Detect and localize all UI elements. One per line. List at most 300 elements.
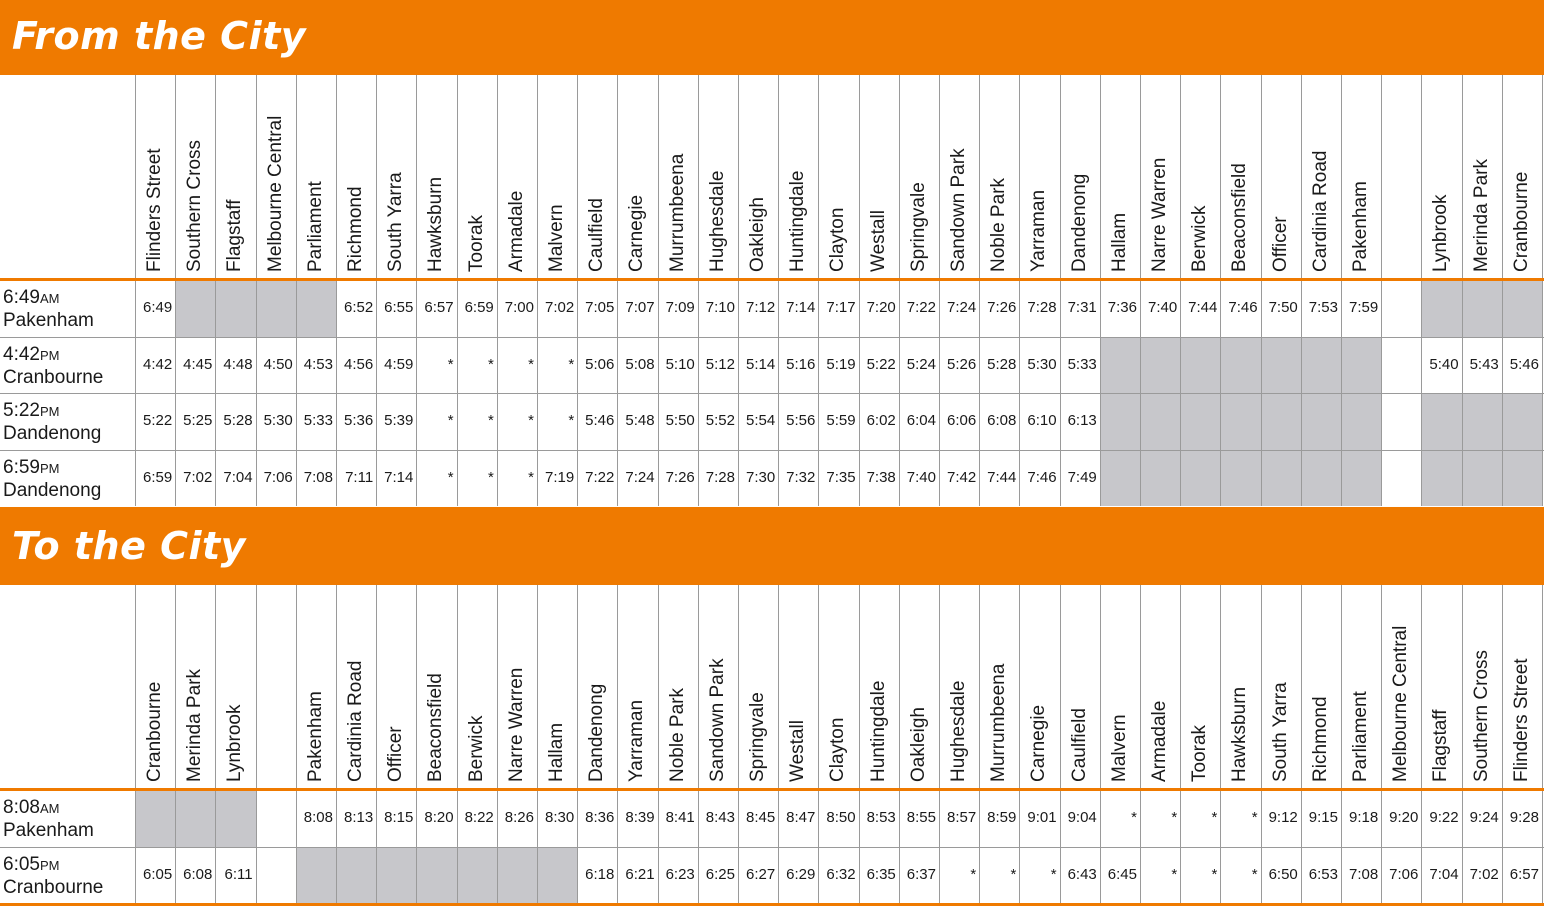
time-cell <box>658 790 698 847</box>
time-value: 5:22 <box>866 355 896 373</box>
time-cell <box>1301 847 1341 904</box>
time-value: 5:28 <box>987 355 1017 373</box>
time-value: 9:20 <box>1389 809 1419 826</box>
time-cell <box>1019 790 1059 847</box>
time-value: 6:08 <box>987 412 1017 429</box>
no-service-cell <box>1180 393 1220 450</box>
column-divider <box>698 75 699 506</box>
no-service-cell <box>376 847 416 904</box>
station-header: Huntingdale <box>867 680 889 782</box>
column-divider <box>1341 75 1342 506</box>
time-value: 5:28 <box>223 412 253 429</box>
time-cell <box>537 790 577 847</box>
trip-ampm: PM <box>39 347 60 363</box>
station-header: Flinders Street <box>144 148 165 272</box>
time-cell <box>1060 280 1100 337</box>
time-value: 8:39 <box>625 809 655 826</box>
time-value: 9:24 <box>1469 809 1499 826</box>
time-cell <box>1140 847 1180 904</box>
time-cell <box>1341 790 1381 847</box>
trip-destination: Dandenong <box>3 479 102 501</box>
time-value: 7:10 <box>705 299 735 316</box>
time-value: 5:40 <box>1429 355 1459 373</box>
time-cell <box>738 790 778 847</box>
station-header: Hawksburn <box>425 176 447 272</box>
column-divider <box>979 585 980 903</box>
time-cell <box>778 280 818 337</box>
station-header: Yarraman <box>1028 189 1050 272</box>
time-value: * <box>1211 809 1218 826</box>
trip-destination: Pakenham <box>3 310 94 331</box>
time-value: 7:11 <box>345 468 374 486</box>
column-divider <box>215 75 216 506</box>
time-cell <box>1220 847 1260 904</box>
column-divider <box>537 585 538 903</box>
time-value: 7:50 <box>1268 299 1298 316</box>
trip-destination: Cranbourne <box>3 366 104 388</box>
time-cell <box>376 280 416 337</box>
column-divider <box>256 75 257 506</box>
column-divider <box>617 585 618 903</box>
station-header: Officer <box>1269 216 1291 272</box>
time-cell <box>1019 450 1059 507</box>
time-value: 9:04 <box>1067 809 1097 826</box>
to-city-banner <box>0 507 1544 585</box>
time-value: 7:24 <box>946 299 977 316</box>
time-cell <box>859 280 899 337</box>
time-cell <box>859 847 899 904</box>
time-value: 7:02 <box>544 299 575 316</box>
station-header: Flagstaff <box>1430 709 1452 782</box>
column-divider <box>135 75 136 506</box>
station-header: Lynbrook <box>1430 194 1452 272</box>
time-value: 7:40 <box>1147 299 1178 316</box>
time-cell <box>577 393 617 450</box>
time-value: 9:01 <box>1027 809 1057 826</box>
time-value: 5:33 <box>303 412 333 429</box>
time-value: 7:07 <box>625 299 655 316</box>
column-divider <box>1301 585 1302 903</box>
time-value: 5:22 <box>142 412 173 429</box>
column-divider <box>1019 75 1020 506</box>
no-service-cell <box>1421 450 1461 507</box>
row-divider <box>0 450 1544 451</box>
time-cell <box>497 280 537 337</box>
time-cell <box>1261 790 1301 847</box>
column-divider <box>1140 585 1141 903</box>
time-value: * <box>568 412 575 429</box>
trip-destination: Cranbourne <box>3 876 104 898</box>
time-value: 8:47 <box>786 809 816 826</box>
time-value: * <box>528 468 534 486</box>
no-service-cell <box>1341 450 1381 507</box>
column-divider <box>1502 75 1503 506</box>
station-header: Westall <box>787 720 809 782</box>
time-cell <box>1060 337 1100 394</box>
from-city-banner <box>0 0 1544 75</box>
no-service-cell <box>256 280 296 337</box>
time-cell <box>1502 337 1542 394</box>
time-value: 4:42 <box>142 355 173 373</box>
time-value: 8:13 <box>343 809 374 826</box>
no-service-cell <box>296 280 336 337</box>
time-value: 8:59 <box>987 809 1017 826</box>
time-cell <box>899 280 939 337</box>
station-header: Berwick <box>465 715 487 782</box>
station-header: Pakenham <box>304 691 326 782</box>
time-cell <box>979 450 1019 507</box>
column-divider <box>175 75 176 506</box>
trip-label <box>3 344 103 389</box>
time-value: 6:29 <box>786 865 816 883</box>
station-header: Malvern <box>1108 714 1130 782</box>
column-divider <box>376 75 377 506</box>
column-divider <box>939 585 940 903</box>
time-value: 7:14 <box>786 299 816 316</box>
time-cell <box>899 337 939 394</box>
time-value: 7:49 <box>1067 468 1097 486</box>
time-value: * <box>528 412 534 429</box>
time-cell <box>617 280 657 337</box>
time-cell <box>1019 847 1059 904</box>
time-value: 5:12 <box>705 355 735 373</box>
time-value: 4:53 <box>303 355 333 373</box>
time-cell <box>537 393 577 450</box>
time-value: 8:41 <box>665 809 695 826</box>
column-divider <box>497 75 498 506</box>
column-divider <box>939 75 940 506</box>
time-cell <box>979 393 1019 450</box>
column-divider <box>1060 585 1061 903</box>
column-divider <box>497 585 498 903</box>
no-service-cell <box>1421 280 1461 337</box>
time-value: 6:37 <box>906 865 936 883</box>
time-value: 4:45 <box>183 355 213 373</box>
time-cell <box>1019 393 1059 450</box>
column-divider <box>577 75 578 506</box>
station-header: Officer <box>385 726 407 782</box>
time-cell <box>1381 337 1421 394</box>
time-cell <box>175 393 215 450</box>
time-value: 5:46 <box>1509 355 1539 373</box>
station-header: Armadale <box>505 190 527 272</box>
time-value: 6:43 <box>1067 865 1097 883</box>
station-header: Springvale <box>907 182 929 272</box>
time-cell <box>416 450 456 507</box>
time-cell <box>778 790 818 847</box>
time-value: 7:26 <box>665 468 695 486</box>
station-header: Southern Cross <box>184 139 206 272</box>
time-cell <box>577 790 617 847</box>
time-cell <box>1060 450 1100 507</box>
no-service-cell <box>1341 393 1381 450</box>
station-header: Cardinia Road <box>345 660 366 782</box>
time-cell <box>617 337 657 394</box>
station-header: Hallam <box>546 722 567 782</box>
time-cell <box>1341 847 1381 904</box>
time-cell <box>497 450 537 507</box>
time-cell <box>1462 790 1502 847</box>
time-value: 5:39 <box>384 412 414 429</box>
time-value: 7:22 <box>585 468 615 486</box>
time-cell <box>256 337 296 394</box>
no-service-cell <box>1220 393 1260 450</box>
time-cell <box>336 790 376 847</box>
time-value: 7:09 <box>665 299 695 316</box>
time-cell <box>1341 280 1381 337</box>
no-service-cell <box>215 280 255 337</box>
time-value: * <box>1251 865 1258 883</box>
time-cell <box>1261 280 1301 337</box>
column-divider <box>1100 585 1101 903</box>
column-divider <box>818 585 819 903</box>
time-cell <box>135 450 175 507</box>
station-header: Springvale <box>747 692 768 782</box>
no-service-cell <box>1421 393 1461 450</box>
time-cell <box>1301 280 1341 337</box>
time-cell <box>175 847 215 904</box>
time-value: 8:50 <box>826 809 856 826</box>
column-divider <box>256 585 257 903</box>
time-cell <box>457 337 497 394</box>
time-value: 5:54 <box>745 412 776 429</box>
time-cell <box>617 450 657 507</box>
time-value: 8:20 <box>424 809 454 826</box>
time-value: * <box>1171 865 1178 883</box>
time-value: 5:46 <box>585 412 615 429</box>
station-header: Noble Park <box>666 688 688 782</box>
time-cell <box>658 280 698 337</box>
station-header: Parliament <box>304 181 326 272</box>
time-value: 5:30 <box>1027 355 1057 373</box>
time-cell <box>1140 790 1180 847</box>
time-cell <box>296 337 336 394</box>
station-header: South Yarra <box>1269 682 1291 782</box>
time-cell <box>416 337 456 394</box>
to-city-title: To the City <box>12 524 246 568</box>
time-cell <box>1462 847 1502 904</box>
time-cell <box>256 790 296 847</box>
station-header: Dandenong <box>1068 173 1090 272</box>
no-service-cell <box>296 847 336 904</box>
time-cell <box>1301 790 1341 847</box>
time-cell <box>818 790 858 847</box>
trip-ampm: PM <box>39 404 60 419</box>
time-cell <box>1381 790 1421 847</box>
time-value: 6:49 <box>142 299 173 316</box>
time-value: 6:55 <box>384 299 414 316</box>
time-value: 7:28 <box>705 468 735 486</box>
trip-time: 6:59 <box>3 456 40 478</box>
station-header: Hughesdale <box>706 170 728 272</box>
time-value: 7:32 <box>786 468 816 486</box>
station-header: Richmond <box>345 186 366 272</box>
time-value: 7:06 <box>1389 865 1419 883</box>
station-header: Armadale <box>1149 700 1170 782</box>
time-cell <box>577 280 617 337</box>
time-cell <box>215 847 255 904</box>
column-divider <box>296 585 297 903</box>
time-cell <box>1180 280 1220 337</box>
station-header: Cranbourne <box>144 681 165 782</box>
time-cell <box>376 393 416 450</box>
no-service-cell <box>1502 280 1542 337</box>
time-value: * <box>1251 809 1258 826</box>
time-cell <box>215 450 255 507</box>
time-value: 6:59 <box>464 299 494 316</box>
station-header: Clayton <box>827 717 849 782</box>
column-divider <box>899 75 900 506</box>
time-cell <box>1140 280 1180 337</box>
time-value: 9:15 <box>1308 809 1338 826</box>
time-cell <box>1381 450 1421 507</box>
no-service-cell <box>1220 450 1260 507</box>
station-header: Carnegie <box>1028 704 1050 782</box>
time-value: 5:19 <box>826 355 856 373</box>
time-cell <box>698 450 738 507</box>
time-cell <box>1462 337 1502 394</box>
station-header: Merinda Park <box>184 669 206 782</box>
time-cell <box>256 450 296 507</box>
column-divider <box>859 75 860 506</box>
time-cell <box>336 280 376 337</box>
time-value: * <box>970 865 977 883</box>
time-value: 7:35 <box>826 468 856 486</box>
time-cell <box>939 280 979 337</box>
time-cell <box>617 393 657 450</box>
column-divider <box>899 585 900 903</box>
station-header: Narre Warren <box>505 667 527 782</box>
column-divider <box>1341 585 1342 903</box>
time-cell <box>859 790 899 847</box>
time-value: 7:08 <box>1348 865 1379 883</box>
time-cell <box>537 337 577 394</box>
time-value: 6:57 <box>424 299 454 316</box>
column-divider <box>1502 585 1503 903</box>
time-cell <box>818 280 858 337</box>
time-value: * <box>447 468 454 486</box>
time-value: 5:06 <box>585 355 615 373</box>
station-header: Sandown Park <box>948 148 969 272</box>
time-cell <box>215 337 255 394</box>
time-value: 5:52 <box>705 412 735 429</box>
station-header: Murrumbeena <box>988 663 1010 782</box>
time-cell <box>336 450 376 507</box>
column-divider <box>1462 75 1463 506</box>
column-divider <box>658 585 659 903</box>
from-city-timetable <box>0 75 1544 506</box>
time-value: 6:32 <box>826 865 856 883</box>
column-divider <box>1100 75 1101 506</box>
no-service-cell <box>1140 337 1180 394</box>
trip-ampm: AM <box>39 291 60 306</box>
time-cell <box>416 280 456 337</box>
station-header: Beaconsfield <box>425 673 447 782</box>
column-divider <box>376 585 377 903</box>
column-divider <box>336 75 337 506</box>
trip-destination: Dandenong <box>3 423 102 444</box>
time-cell <box>658 847 698 904</box>
time-value: 7:05 <box>585 299 615 316</box>
time-value: 8:57 <box>946 809 977 826</box>
column-divider <box>1261 75 1262 506</box>
time-value: 7:00 <box>504 299 534 316</box>
time-value: 5:33 <box>1067 355 1097 373</box>
station-header: Merinda Park <box>1470 159 1492 272</box>
time-value: 7:19 <box>544 468 575 486</box>
station-header: Flagstaff <box>224 199 246 272</box>
column-divider <box>778 75 779 506</box>
time-value: 5:56 <box>786 412 816 429</box>
time-cell <box>1421 847 1461 904</box>
time-cell <box>818 450 858 507</box>
station-header: Carnegie <box>626 194 648 272</box>
time-cell <box>979 847 1019 904</box>
time-cell <box>1502 790 1542 847</box>
time-cell <box>1100 847 1140 904</box>
station-header: Cranbourne <box>1510 171 1532 272</box>
time-cell <box>256 847 296 904</box>
station-header: Malvern <box>546 204 567 272</box>
time-value: 6:02 <box>866 412 896 429</box>
time-value: 6:10 <box>1027 412 1057 429</box>
time-cell <box>577 450 617 507</box>
trip-label <box>3 797 94 842</box>
time-value: 6:57 <box>1509 865 1539 883</box>
time-value: 7:04 <box>1429 865 1459 883</box>
column-divider <box>698 585 699 903</box>
station-header: Noble Park <box>988 178 1010 272</box>
time-cell <box>1180 847 1220 904</box>
trip-label <box>3 457 101 502</box>
time-cell <box>135 847 175 904</box>
no-service-cell <box>1462 280 1502 337</box>
time-value: 4:48 <box>223 355 253 373</box>
no-service-cell <box>215 790 255 847</box>
no-service-cell <box>537 847 577 904</box>
time-value: 7:59 <box>1348 299 1379 316</box>
time-value: 5:16 <box>786 355 816 373</box>
row-divider <box>0 847 1544 848</box>
time-value: 7:28 <box>1027 299 1057 316</box>
time-cell <box>336 393 376 450</box>
time-cell <box>1421 337 1461 394</box>
column-divider <box>537 75 538 506</box>
trip-time: 6:05 <box>3 853 40 875</box>
time-value: 6:27 <box>745 865 776 883</box>
column-divider <box>658 75 659 506</box>
time-cell <box>899 393 939 450</box>
time-value: 8:55 <box>906 809 936 826</box>
no-service-cell <box>1502 393 1542 450</box>
time-cell <box>698 847 738 904</box>
time-cell <box>1220 280 1260 337</box>
column-divider <box>778 585 779 903</box>
time-value: 7:17 <box>826 299 856 316</box>
time-cell <box>135 337 175 394</box>
time-value: 5:08 <box>625 355 655 373</box>
time-cell <box>939 847 979 904</box>
time-value: 5:43 <box>1469 355 1499 373</box>
time-value: 6:53 <box>1308 865 1338 883</box>
time-cell <box>1100 790 1140 847</box>
time-cell <box>336 337 376 394</box>
time-value: 7:26 <box>987 299 1017 316</box>
column-divider <box>1261 585 1262 903</box>
time-value: 6:13 <box>1067 412 1097 429</box>
time-value: * <box>487 468 494 486</box>
time-cell <box>939 393 979 450</box>
